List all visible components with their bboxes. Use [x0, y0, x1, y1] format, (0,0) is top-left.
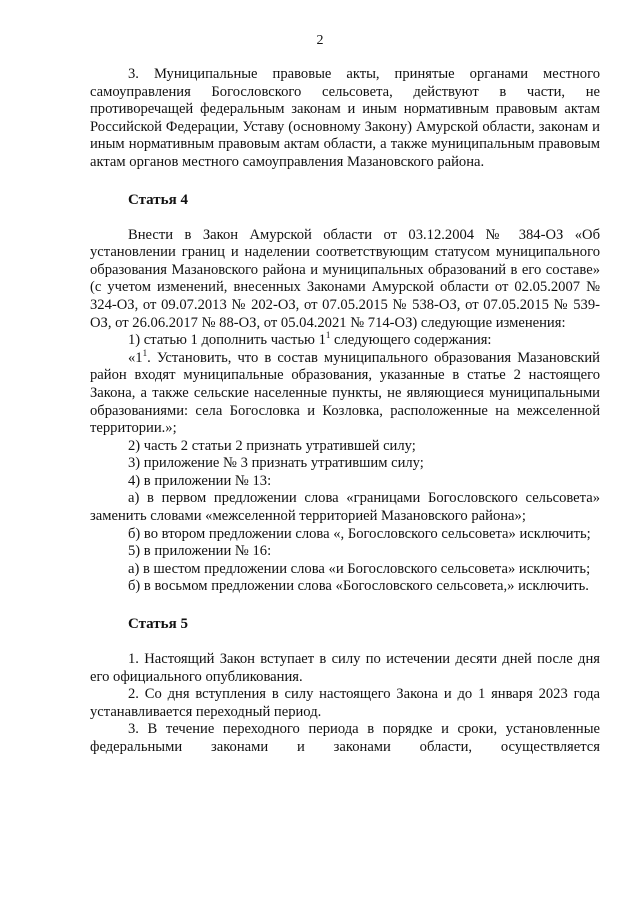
article4-item1 [90, 332, 600, 350]
page-number: 2 [316, 33, 324, 48]
article4-item2: 2) часть 2 статьи 2 признать утратившей силу; [128, 437, 416, 454]
item1-text-a: 1) статью 1 дополнить частью 1 [128, 332, 326, 349]
quote-superscript: 1 [142, 347, 148, 358]
article4-item5: 5) в приложении № 16: [128, 543, 272, 560]
quote-text-b: . Установить, что в состав муниципального образования Мазановский район входят муниципальные образования, указанные в статье 2 настоящего Закона, а также сельские населенные пункты, не являющиеся муниципальными образованиями: села Богословка и Козловка, расположенные на межселенной территории.»; [90, 349, 600, 437]
article5-part1: 1. Настоящий Закон вступает в силу по истечении десяти дней после дня его официального опубликования. [90, 651, 600, 685]
article4-heading: Статья 4 [128, 191, 188, 208]
article4-item5a: а) в шестом предложении слова «и Богословского сельсовета» исключить; [128, 560, 591, 577]
article4-item3: 3) приложение № 3 признать утратившим силу; [128, 455, 424, 472]
article4-item5b: б) в восьмом предложении слова «Богословского сельсовета,» исключить. [128, 578, 589, 595]
article4-quote [90, 347, 600, 438]
document-body [90, 66, 600, 757]
quote-text-a: «1 [128, 349, 143, 366]
article5-part2: 2. Со дня вступления в силу настоящего Закона и до 1 января 2023 года устанавливается переходный период. [90, 686, 600, 720]
article4-item4: 4) в приложении № 13: [128, 472, 272, 489]
article3-part3: 3. Муниципальные правовые акты, принятые органами местного самоуправления Богословского сельсовета, действуют в части, не противоречащей федеральным законам и иным нормативным правовым актам Российской Федерации, Уставу (основному Закону) Амурской области, законам и иным нормативным правовым актам области, а также муниципальным правовым актам органов местного самоуправления Мазановского района. [90, 66, 600, 170]
item1-text-b: следующего содержания: [330, 332, 492, 349]
item1-superscript: 1 [325, 330, 331, 341]
article4-item4b: б) во втором предложении слова «, Богословского сельсовета» исключить; [128, 525, 591, 542]
article5-heading: Статья 5 [128, 616, 188, 633]
article4-intro: Внести в Закон Амурской области от 03.12.2004 № 384-ОЗ «Об установлении границ и наделении соответствующим статусом муниципального образования Мазановского района и муниципальных образований в его составе» (с учетом изменений, внесенных Законами Амурской области от 02.05.2007 № 324-ОЗ, от 09.07.2013 № 202-ОЗ, от 07.05.2015 № 538-ОЗ, от 07.05.2015 № 539-ОЗ, от 26.06.2017 № 88-ОЗ, от 05.04.2021 № 714-ОЗ) следующие изменения: [90, 226, 600, 331]
article5-part3: 3. В течение переходного периода в порядке и сроки, установленные федеральными законами и законами области, осуществляется [90, 721, 600, 755]
article4-item4a: а) в первом предложении слова «границами Богословского сельсовета» заменить словами «межселенной территорией Мазановского района»; [90, 490, 600, 525]
